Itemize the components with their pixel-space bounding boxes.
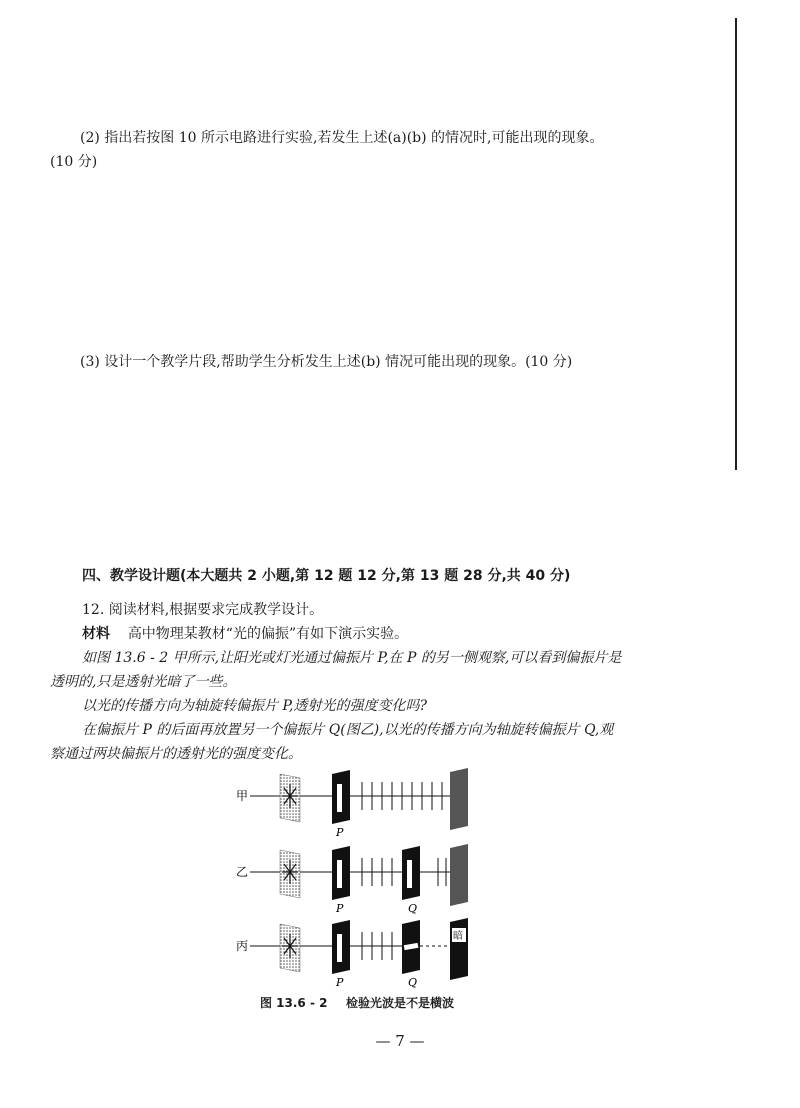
section-4-heading: 四、教学设计题(本大题共 2 小题,第 12 题 12 分,第 13 题 28 分,共 40 分) bbox=[82, 568, 571, 584]
screen-bing bbox=[450, 918, 468, 980]
label-p-jia: P bbox=[336, 826, 344, 839]
material-line bbox=[82, 624, 408, 644]
label-p-bing: P bbox=[336, 976, 344, 989]
label-q-bing: Q bbox=[408, 976, 418, 989]
polarization-figure bbox=[232, 768, 482, 992]
q2-line2: (10 分) bbox=[50, 154, 98, 170]
row-bing bbox=[236, 918, 468, 989]
q12-intro: 12. 阅读材料,根据要求完成教学设计。 bbox=[82, 602, 324, 618]
material-text: 高中物理某教材“光的偏振”有如下演示实验。 bbox=[127, 626, 409, 642]
p3-line2: 察通过两块偏振片的透射光的强度变化。 bbox=[50, 746, 302, 762]
p1-line1: 如图 13.6 - 2 甲所示,让阳光或灯光通过偏振片 P,在 P 的另一侧观察,可以看到偏振片是 bbox=[82, 650, 622, 666]
p1-line2: 透明的,只是透射光暗了一些。 bbox=[50, 674, 237, 690]
figure-caption-text: 检验光波是不是横波 bbox=[346, 996, 455, 1010]
label-p-yi: P bbox=[336, 902, 344, 915]
screen-yi bbox=[450, 844, 468, 906]
q2-line1: (2) 指出若按图 10 所示电路进行实验,若发生上述(a)(b) 的情况时,可能出现的现象。 bbox=[80, 130, 604, 146]
row-label-yi: 乙 bbox=[236, 865, 249, 879]
row-jia bbox=[236, 768, 468, 839]
label-q-yi: Q bbox=[408, 902, 418, 915]
row-label-bing: 丙 bbox=[236, 939, 249, 953]
dark-label: 暗 bbox=[453, 931, 463, 942]
p3-line1: 在偏振片 P 的后面再放置另一个偏振片 Q(图乙),以光的传播方向为轴旋转偏振片 Q,观 bbox=[82, 722, 614, 738]
screen-jia bbox=[450, 768, 468, 830]
material-label: 材料 bbox=[82, 626, 110, 642]
row-label-jia: 甲 bbox=[236, 789, 249, 803]
page-number: — 7 — bbox=[375, 1032, 425, 1050]
figure-caption-number: 图 13.6 - 2 bbox=[260, 996, 328, 1010]
q3-line1: (3) 设计一个教学片段,帮助学生分析发生上述(b) 情况可能出现的现象。(10 分) bbox=[80, 354, 573, 370]
margin-rule bbox=[735, 18, 737, 470]
row-yi bbox=[236, 844, 468, 915]
p2-line: 以光的传播方向为轴旋转偏振片 P,透射光的强度变化吗? bbox=[82, 698, 427, 714]
